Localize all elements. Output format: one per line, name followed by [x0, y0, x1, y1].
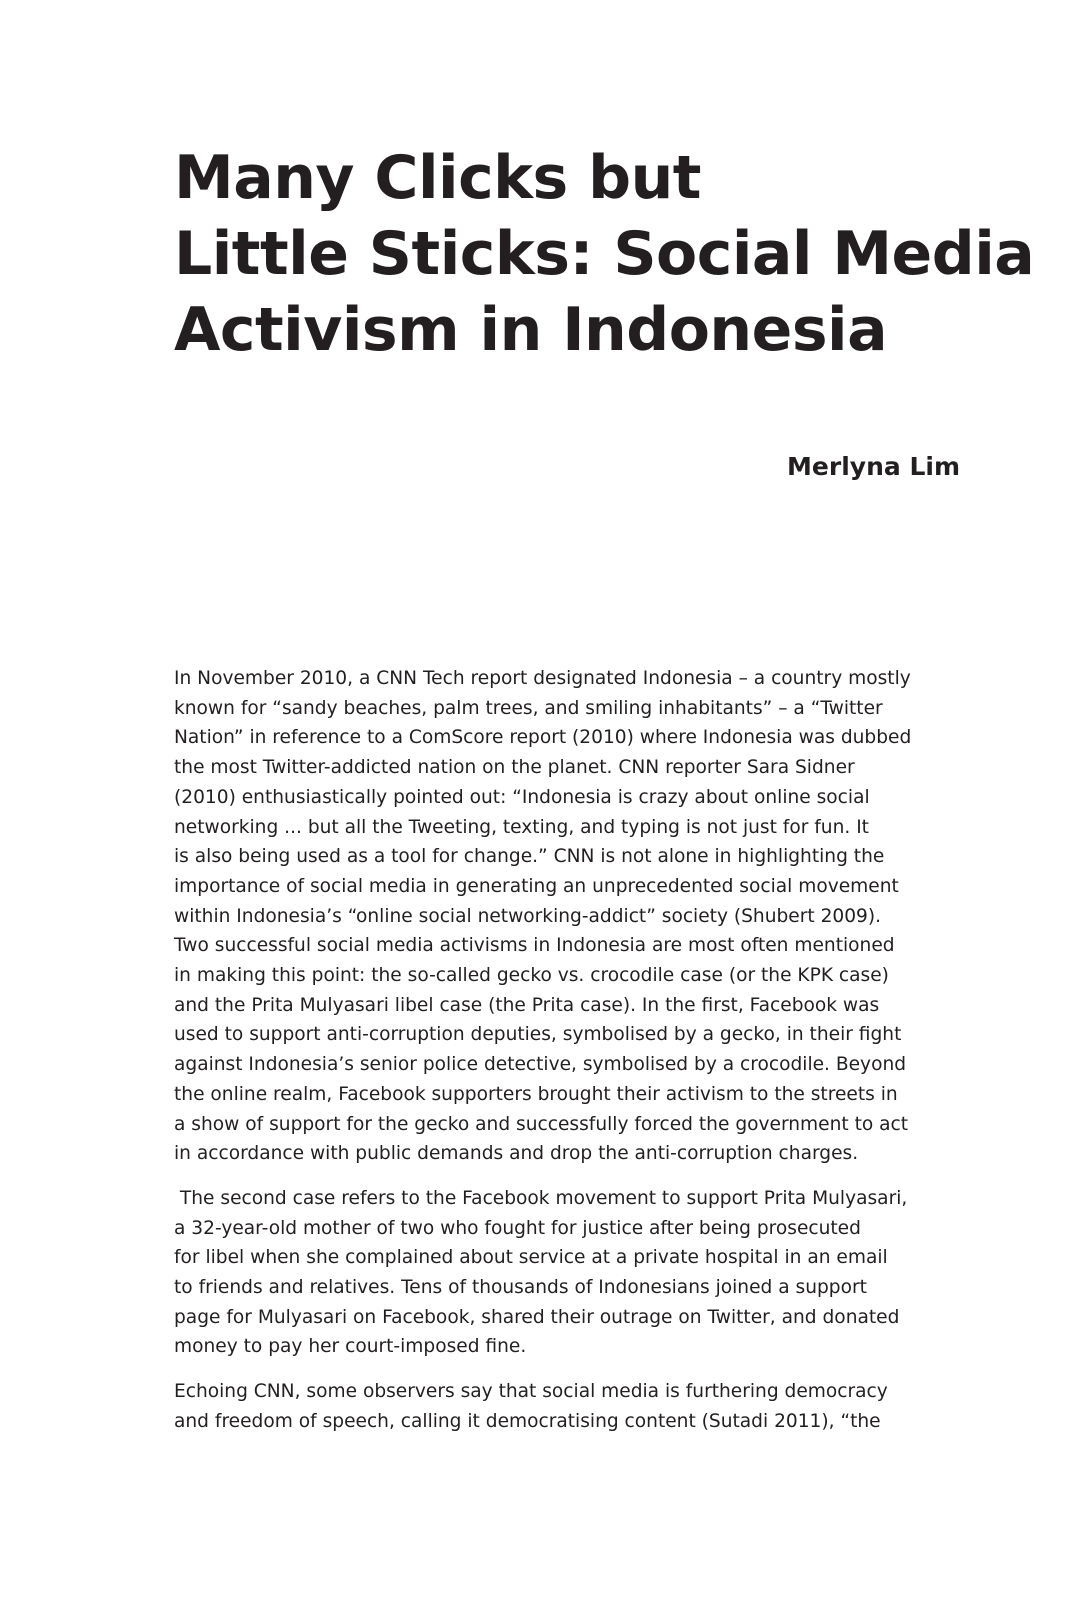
text-line: the most Twitter-addicted nation on the planet. CNN reporter Sara Sidner [174, 757, 855, 779]
title-line: Many Clicks but [174, 143, 701, 213]
text-line: used to support anti-corruption deputies, symbolised by a gecko, in their fight [174, 1024, 902, 1046]
text-line: page for Mulyasari on Facebook, shared their outrage on Twitter, and donated [174, 1306, 900, 1328]
text-line: In November 2010, a CNN Tech report designated Indonesia – a country mostly [174, 668, 911, 689]
paragraph-3 [174, 1377, 934, 1436]
text-line: money to pay her court-imposed fine. [174, 1336, 527, 1358]
author-name: Merlyna Lim [787, 452, 960, 481]
paragraph-2 [174, 1184, 934, 1362]
text-line: Nation” in reference to a ComScore report (2010) where Indonesia was dubbed [174, 727, 912, 749]
text-line: in making this point: the so-called gecko vs. crocodile case (or the KPK case) [174, 965, 889, 987]
text-line: and freedom of speech, calling it democratising content (Sutadi 2011), “the [174, 1410, 881, 1432]
article-body [174, 664, 934, 1452]
text-line: importance of social media in generating an unprecedented social movement [174, 875, 899, 897]
text-line: to friends and relatives. Tens of thousands of Indonesians joined a support [174, 1277, 867, 1299]
paragraph-1 [174, 664, 934, 1169]
title-line: Little Sticks: Social Media [174, 219, 1035, 289]
text-line: (2010) enthusiastically pointed out: “Indonesia is crazy about online social [174, 786, 870, 808]
text-line: a 32-year-old mother of two who fought for justice after being prosecuted [174, 1217, 861, 1239]
text-line: in accordance with public demands and drop the anti-corruption charges. [174, 1143, 859, 1165]
text-line: for libel when she complained about service at a private hospital in an email [174, 1247, 888, 1269]
text-line: against Indonesia’s senior police detective, symbolised by a crocodile. Beyond [174, 1054, 907, 1076]
text-line: and the Prita Mulyasari libel case (the Prita case). In the first, Facebook was [174, 994, 880, 1016]
text-line: Two successful social media activisms in Indonesia are most often mentioned [174, 935, 895, 957]
text-line: known for “sandy beaches, palm trees, and smiling inhabitants” – a “Twitter [174, 697, 883, 719]
text-line: The second case refers to the Facebook movement to support Prita Mulyasari, [174, 1187, 908, 1209]
text-line: Echoing CNN, some observers say that social media is furthering democracy [174, 1381, 888, 1403]
article-title [174, 140, 1035, 368]
title-line: Activism in Indonesia [174, 295, 888, 365]
text-line: networking ... but all the Tweeting, texting, and typing is not just for fun. It [174, 816, 869, 838]
text-line: is also being used as a tool for change.” CNN is not alone in highlighting the [174, 846, 885, 868]
text-line: the online realm, Facebook supporters brought their activism to the streets in [174, 1083, 898, 1105]
text-line: a show of support for the gecko and successfully forced the government to act [174, 1113, 909, 1135]
text-line: within Indonesia’s “online social networking-addict” society (Shubert 2009). [174, 905, 882, 927]
